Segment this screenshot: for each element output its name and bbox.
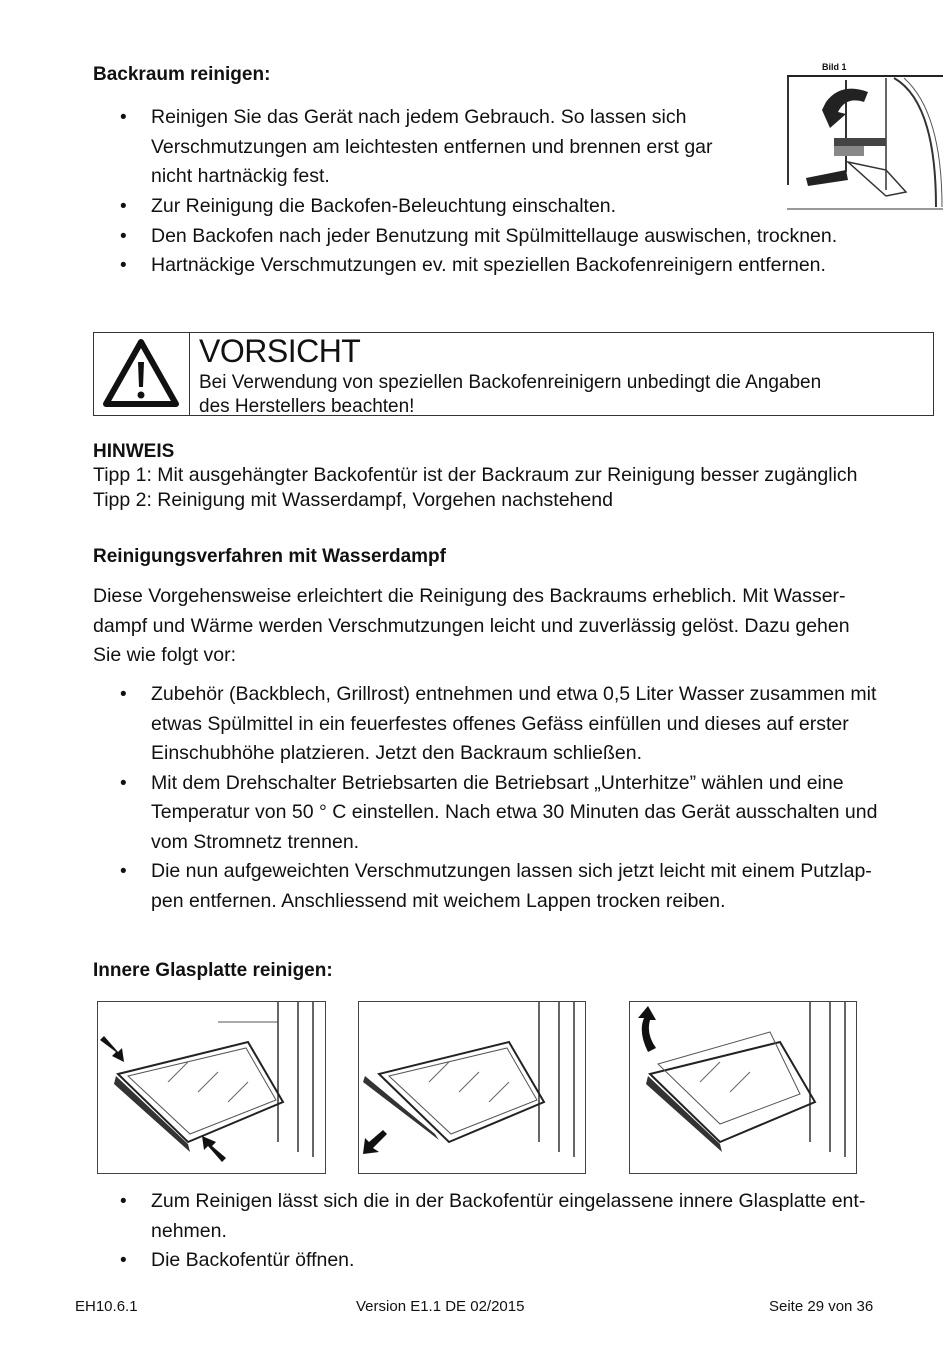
bullet-list-wasserdampf <box>93 680 949 916</box>
list-item <box>93 857 949 916</box>
bullet-text: Mit dem Drehschalter Betriebsarten die Betriebsart „Unterhitze” wählen und eine <box>151 771 844 794</box>
oven-door-glass-illustration <box>98 1002 325 1173</box>
bullet-text: pen entfernen. Anschliessend mit weichem Lappen trocken reiben. <box>151 889 726 912</box>
warning-text-line: des Herstellers beachten! <box>199 396 415 417</box>
warning-triangle-icon <box>94 333 189 415</box>
figure-bild-1 <box>786 62 944 212</box>
paragraph-line: Diese Vorgehensweise erleichtert die Reinigung des Backraums erheblich. Mit Wasser- <box>93 585 846 607</box>
oven-door-hinge-illustration <box>786 62 944 212</box>
bullet-text: Die Backofentür öffnen. <box>151 1249 355 1271</box>
bullet-list-backraum <box>93 103 793 192</box>
section-heading-glasplatte: Innere Glasplatte reinigen: <box>93 960 333 981</box>
warning-box <box>93 332 934 416</box>
footer-page-number: Seite 29 von 36 <box>769 1298 874 1315</box>
hinweis-heading: HINWEIS <box>93 441 175 462</box>
list-item <box>93 1246 949 1276</box>
bullet-text: Hartnäckige Verschmutzungen ev. mit speziellen Backofenreinigern entfernen. <box>151 254 826 276</box>
tip-2: Tipp 2: Reinigung mit Wasserdampf, Vorgehen nachstehend <box>93 489 613 511</box>
bullet-text: Temperatur von 50 ° C einstellen. Nach etwa 30 Minuten das Gerät ausschalten und <box>151 801 878 823</box>
paragraph-line: dampf und Wärme werden Verschmutzungen leicht und zuverlässig gelöst. Dazu gehen <box>93 614 850 637</box>
bullet-text: Verschmutzungen am leichtesten entfernen und brennen erst gar <box>151 135 713 158</box>
section-heading-backraum: Backraum reinigen: <box>93 64 271 85</box>
oven-door-glass-illustration <box>359 1002 585 1173</box>
list-item <box>93 769 949 858</box>
footer-doc-id: EH10.6.1 <box>75 1298 138 1315</box>
bullet-text: nicht hartnäckig fest. <box>151 165 330 187</box>
figure-glass-step-3 <box>629 1001 857 1174</box>
bullet-text: etwas Spülmittel in ein feuerfestes offenes Gefäss einfüllen und dieses auf erster <box>151 712 849 735</box>
bullet-text: Zubehör (Backblech, Grillrost) entnehmen und etwa 0,5 Liter Wasser zusammen mit <box>151 683 877 705</box>
bullet-text: Zur Reinigung die Backofen-Beleuchtung einschalten. <box>151 195 617 217</box>
bullet-list-glasplatte <box>93 1187 949 1276</box>
wasserdampf-paragraph <box>93 582 943 671</box>
bullet-text: Einschubhöhe platzieren. Jetzt den Backraum schließen. <box>151 742 643 764</box>
section-heading-wasserdampf: Reinigungsverfahren mit Wasserdampf <box>93 546 446 567</box>
list-item <box>93 680 949 769</box>
footer-version: Version E1.1 DE 02/2015 <box>356 1298 525 1315</box>
figure-label: Bild 1 <box>822 62 847 72</box>
warning-text-line: Bei Verwendung von speziellen Backofenreinigern unbedingt die Angaben <box>199 372 822 393</box>
warning-title: VORSICHT <box>199 333 361 369</box>
list-item <box>93 251 950 281</box>
bullet-text: Die nun aufgeweichten Verschmutzungen lassen sich jetzt leicht mit einem Putzlap- <box>151 860 872 882</box>
bullet-text: Reinigen Sie das Gerät nach jedem Gebrauch. So lassen sich <box>151 106 687 128</box>
list-item <box>93 222 950 252</box>
bullet-text: vom Stromnetz trennen. <box>151 830 360 853</box>
warning-icon-cell <box>94 333 190 415</box>
hinweis-tips <box>93 463 943 513</box>
bullet-text: nehmen. <box>151 1219 227 1242</box>
tip-1: Tipp 1: Mit ausgehängter Backofentür ist der Backraum zur Reinigung besser zugänglich <box>93 464 858 486</box>
bullet-text: Zum Reinigen lässt sich die in der Backofentür eingelassene innere Glasplatte ent- <box>151 1190 866 1212</box>
warning-text <box>199 371 919 419</box>
figure-glass-step-2 <box>358 1001 586 1174</box>
list-item <box>93 103 793 192</box>
bullet-text: Den Backofen nach jeder Benutzung mit Spülmittellauge auswischen, trocknen. <box>151 224 838 247</box>
list-item <box>93 1187 949 1246</box>
paragraph-line: Sie wie folgt vor: <box>93 644 237 666</box>
oven-door-glass-illustration <box>630 1002 856 1173</box>
figure-glass-step-1 <box>97 1001 326 1174</box>
